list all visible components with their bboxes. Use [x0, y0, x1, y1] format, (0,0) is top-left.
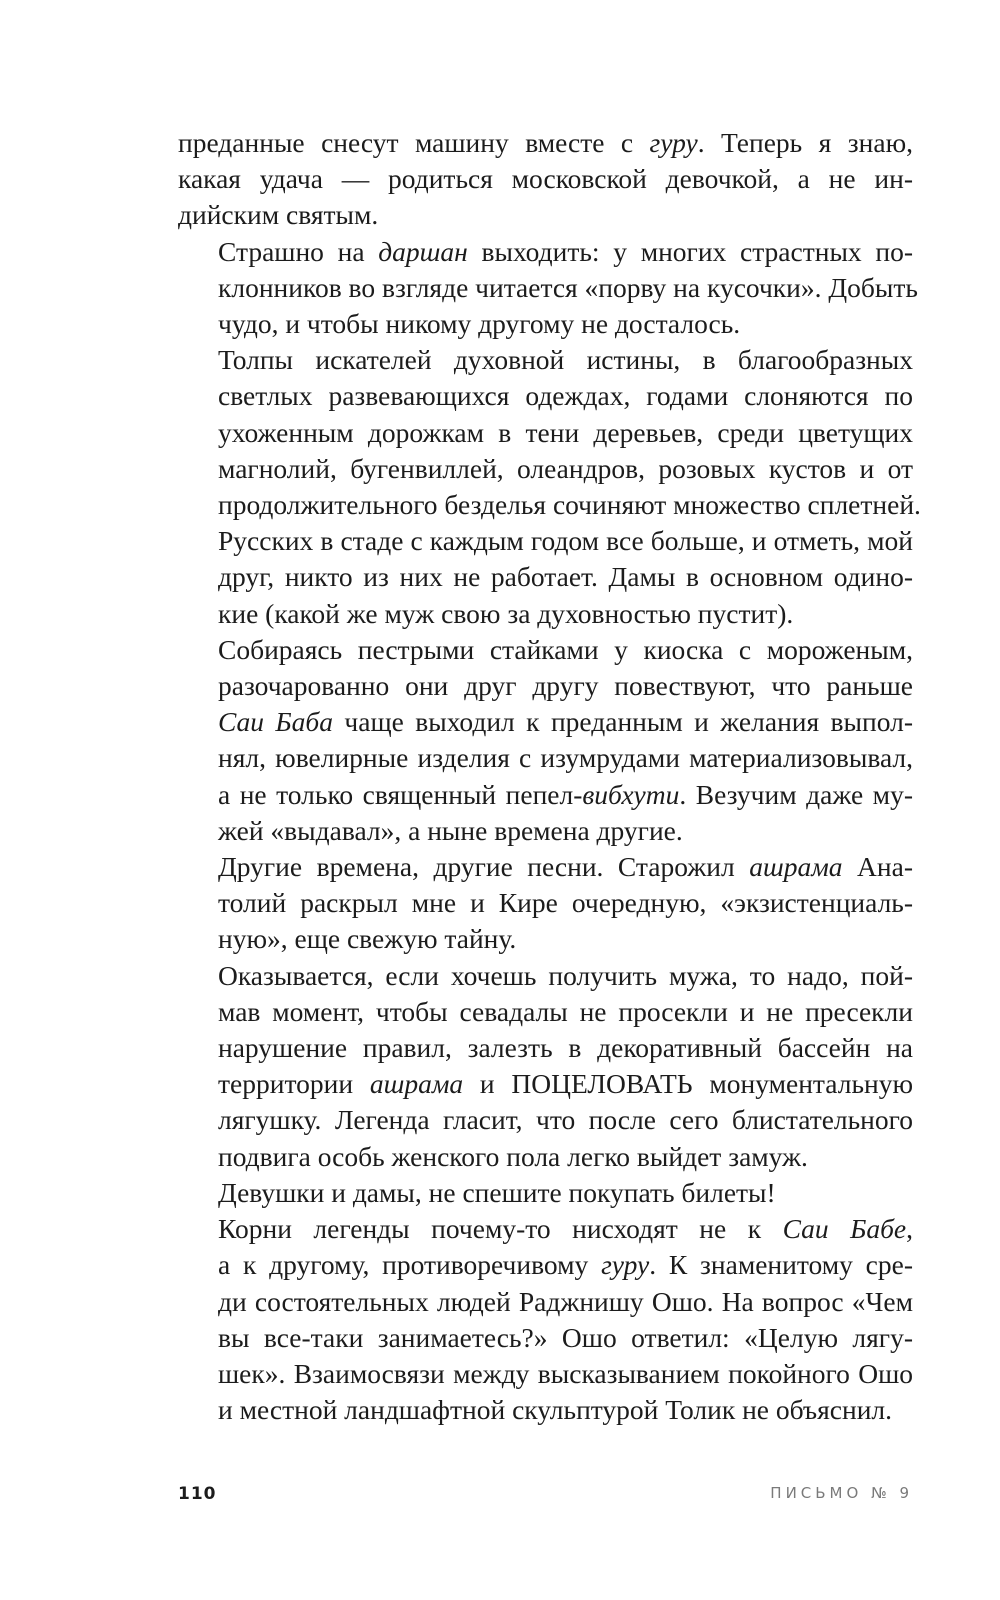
text-run: чаще выходил к преданным и желания выпол- — [333, 706, 913, 738]
text-run: Девушки и дамы, не спешите покупать билеты! — [218, 1176, 776, 1208]
text-line — [178, 234, 913, 270]
text-line — [178, 740, 913, 776]
text-run: Страшно на — [218, 235, 379, 267]
text-run: , — [906, 1213, 913, 1245]
text-line — [178, 704, 913, 740]
text-line — [178, 1320, 913, 1356]
italic-term: гуру — [601, 1249, 650, 1281]
text-run: нарушение правил, залезть в декоративный бассейн на — [218, 1032, 913, 1064]
text-run: дийским святым. — [178, 199, 379, 231]
text-line — [178, 125, 913, 161]
text-run: Русских в стаде с каждым годом все больше, и отметь, мой — [218, 525, 913, 557]
paragraph — [178, 849, 913, 958]
text-line — [178, 1392, 913, 1428]
text-run: подвига особь женского пола легко выйдет замуж. — [218, 1140, 808, 1172]
paragraph — [178, 234, 918, 343]
text-run: преданные снесут машину вместе с — [178, 127, 650, 158]
text-line — [178, 1356, 913, 1392]
text-run: ухоженным дорожкам в тени деревьев, среди цветущих — [218, 416, 913, 448]
text-run: нял, ювелирные изделия с изумрудами материализовывал, — [218, 742, 913, 774]
text-run: разочарованно они друг другу повествуют, что раньше — [218, 670, 913, 702]
text-line — [178, 161, 913, 197]
text-run: мав момент, чтобы севадалы не просекли и не пресекли — [218, 995, 913, 1027]
text-line — [178, 885, 913, 921]
text-line — [178, 342, 913, 378]
text-line — [178, 415, 913, 451]
paragraph — [178, 342, 921, 632]
text-run: друг, никто из них не работает. Дамы в основном одино- — [218, 561, 913, 593]
running-head: ПИСЬМО № 9 — [770, 1484, 913, 1502]
text-run: шек». Взаимосвязи между высказыванием покойного Ошо — [218, 1357, 913, 1389]
text-run: а не только священный пепел- — [218, 778, 583, 810]
text-run: Толпы искателей духовной истины, в благообразных — [218, 344, 913, 376]
text-run: и ПОЦЕЛОВАТЬ монументальную — [463, 1068, 913, 1100]
text-run: . К знаменитому сре- — [649, 1249, 914, 1281]
text-line — [178, 487, 921, 523]
text-line — [178, 451, 913, 487]
text-run: территории — [218, 1068, 370, 1100]
text-line — [178, 596, 913, 632]
italic-term: Саи Баба — [218, 706, 333, 738]
text-run: магнолий, бугенвиллей, олеандров, розовых кустов и от — [218, 452, 913, 484]
text-line — [178, 270, 918, 306]
text-line — [178, 1247, 913, 1283]
text-line — [178, 1175, 913, 1211]
text-run: кие (какой же муж свою за духовностью пустит). — [218, 597, 794, 629]
text-run: Корни легенды почему-то нисходят не к — [218, 1213, 783, 1245]
text-line — [178, 306, 913, 342]
paragraph — [178, 958, 913, 1175]
italic-term: гуру — [649, 127, 698, 158]
text-line — [178, 1139, 913, 1175]
text-run: жей «выдавал», а ныне времена другие. — [218, 814, 683, 846]
text-run: клонников во взгляде читается «порву на кусочки». Добыть — [218, 271, 918, 303]
text-line — [178, 777, 913, 813]
text-line — [178, 921, 913, 957]
text-run: выходить: у многих страстных по- — [467, 235, 914, 267]
text-run: а к другому, противоречивому — [218, 1249, 602, 1281]
text-run: Собираясь пестрыми стайками у киоска с мороженым, — [218, 633, 913, 665]
text-run: лягушку. Легенда гласит, что после сего блистательного — [218, 1104, 913, 1136]
text-run: . Везучим даже му- — [679, 778, 913, 810]
text-run: светлых развевающихся одеждах, годами слоняются по — [218, 380, 913, 412]
text-line — [178, 1066, 913, 1102]
body-text — [178, 125, 921, 1428]
italic-term: вибхути — [582, 778, 680, 810]
paragraph — [178, 1211, 913, 1428]
text-run: вы все-таки занимаетесь?» Ошо ответил: «Целую лягу- — [218, 1321, 913, 1353]
paragraph — [178, 125, 913, 234]
text-line — [178, 1211, 913, 1247]
text-line — [178, 994, 913, 1030]
text-line — [178, 668, 913, 704]
text-run: толий раскрыл мне и Кире очередную, «экзистенциаль- — [218, 887, 913, 919]
text-run: Оказывается, если хочешь получить мужа, то надо, пой- — [218, 959, 913, 991]
text-line — [178, 1284, 913, 1320]
text-line — [178, 559, 913, 595]
text-run: ную», еще свежую тайну. — [218, 923, 517, 955]
text-line — [178, 849, 913, 885]
italic-term: даршан — [378, 235, 468, 267]
text-line — [178, 632, 913, 668]
text-run: и местной ландшафтной скульптурой Толик не объяснил. — [218, 1394, 893, 1426]
text-line — [178, 1102, 913, 1138]
text-run: Другие времена, другие песни. Старожил — [218, 851, 750, 883]
text-run: Ана- — [842, 851, 913, 883]
italic-term: ашрама — [369, 1068, 464, 1100]
text-line — [178, 958, 913, 994]
page-footer — [178, 1484, 913, 1514]
text-run: продолжительного безделья сочиняют множество сплетней. — [218, 489, 921, 521]
page-body — [178, 125, 921, 1428]
paragraph — [178, 632, 913, 849]
text-run: какая удача — родиться московской девочкой, а не ин- — [178, 163, 913, 195]
text-line — [178, 1030, 913, 1066]
text-line — [178, 378, 913, 414]
text-run: чудо, и чтобы никому другому не досталось. — [218, 308, 741, 340]
text-line — [178, 523, 913, 559]
italic-term: Саи Бабе — [782, 1213, 907, 1245]
text-line — [178, 197, 913, 233]
italic-term: ашрама — [749, 851, 843, 883]
page-number: 110 — [178, 1484, 217, 1504]
paragraph — [178, 1175, 913, 1211]
text-line — [178, 813, 913, 849]
text-run: ди состоятельных людей Раджнишу Ошо. На вопрос «Чем — [218, 1285, 913, 1317]
text-run: . Теперь я знаю, — [697, 127, 913, 158]
